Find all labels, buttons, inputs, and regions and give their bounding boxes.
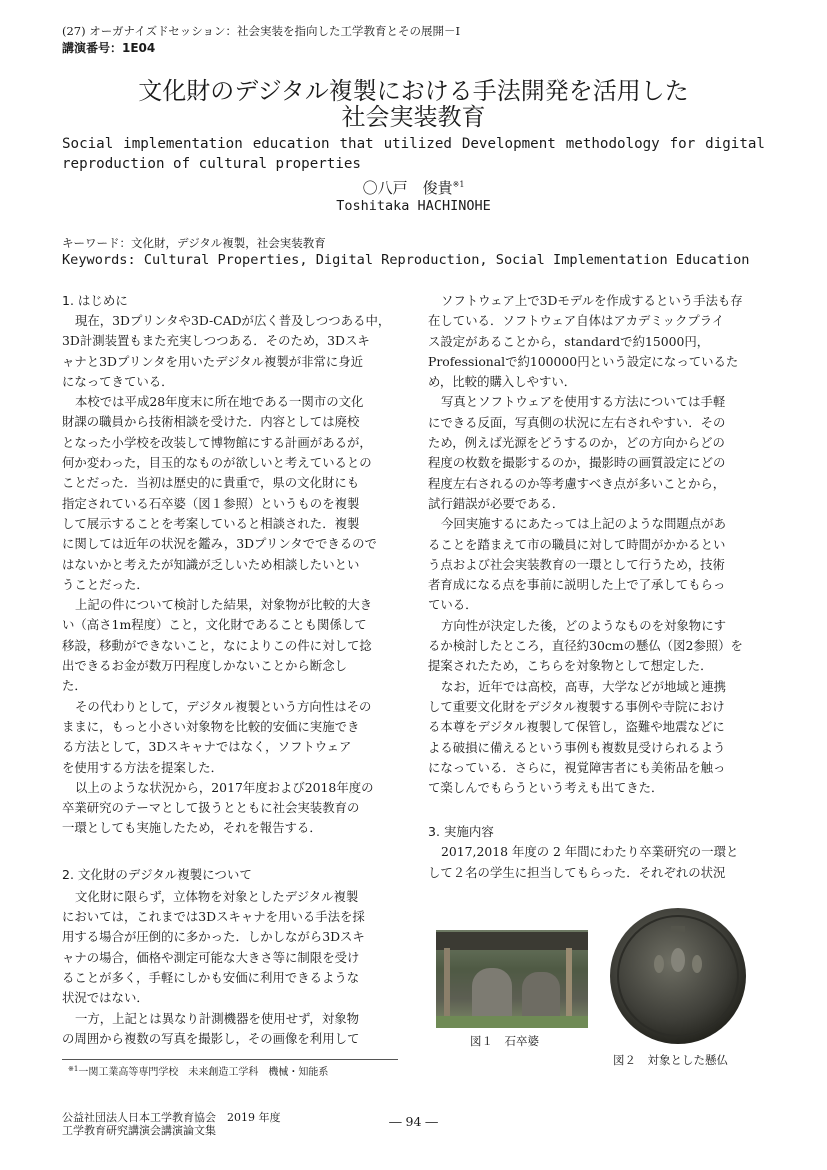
- footnote-divider: [62, 1059, 398, 1060]
- text-line: ャナの場合，価格や測定可能な大きさ等に制限を受け: [62, 949, 360, 965]
- text-line: うことだった．: [62, 576, 149, 592]
- text-line: はないかと考えたが知識が乏しいため相談したいとい: [62, 556, 360, 572]
- text-line: 上記の件について検討した結果，対象物が比較的大き: [75, 597, 373, 613]
- text-line: ため，例えば光源をどうするのか，どの方向からどの: [428, 435, 725, 451]
- text-line: を使用する方法を提案した．: [62, 759, 224, 775]
- text-line: して重要文化財をデジタル複製する事例や寺院におけ: [428, 698, 725, 714]
- title-en-word: for: [669, 136, 696, 152]
- author-name-text: 〇八戸 俊貴: [362, 179, 453, 197]
- text-line: う点および社会実装教育の一環として行うため，技術: [428, 556, 725, 572]
- text-line: 今回実施するにあたっては上記のような問題点があ: [441, 516, 726, 532]
- paragraph: [428, 514, 764, 615]
- session-header: (27) オーガナイズドセッション：社会実装を指向した工学教育とその展開－I: [62, 24, 461, 38]
- page-number: ― 94 ―: [389, 1114, 438, 1129]
- text-line: 程度左右されるのか等考慮すべき点が多いことから，: [428, 475, 726, 491]
- text-line: の周囲から複数の写真を撮影し，その画像を利用して: [62, 1030, 360, 1046]
- section-1-body: [62, 311, 398, 839]
- text-line: 指定されている石卒婆（図１参照）というものを複製: [62, 495, 360, 511]
- figure-1-caption: 図１ 石卒婆: [470, 1034, 539, 1048]
- title-jp-line2: 社会実装教育: [341, 103, 486, 131]
- text-line: に関しては近年の状況を鑑み，3Dプリンタでできるので: [62, 536, 377, 552]
- title-en-word: that: [339, 136, 374, 152]
- title-jp-line1: 文化財のデジタル複製における手法開発を活用した: [138, 77, 689, 105]
- section-3-heading: 3. 実施内容: [428, 824, 494, 840]
- text-line: 2017,2018 年度の 2 年間にわたり卒業研究の一環と: [441, 844, 739, 860]
- text-line: 何か変わった，目玉的なものが欲しいと考えているとの: [62, 455, 372, 471]
- text-line: 卒業研究のテーマとして扱うとともに社会実装教育の: [62, 800, 360, 816]
- text-line: においては，これまでは3Dスキャナを用いる手法を採: [62, 909, 365, 925]
- text-line: た．: [62, 678, 87, 694]
- text-line: 出できるお金が数万円程度しかないことから断念し: [62, 658, 347, 674]
- paragraph: [62, 887, 398, 1009]
- text-line: ソフトウェア上で3Dモデルを作成するという手法も存: [441, 293, 743, 308]
- paragraph: [428, 291, 764, 392]
- text-line: 移設，移動ができないこと，なによりこの件に対して捻: [62, 637, 372, 653]
- right-column-body: [428, 291, 764, 798]
- text-line: 写真とソフトウェアを使用する方法については手軽: [441, 394, 726, 410]
- paragraph: [62, 1009, 398, 1050]
- text-line: になってきている．: [62, 373, 174, 389]
- text-line: 現在，3Dプリンタや3D-CADが広く普及しつつある中，: [75, 313, 391, 328]
- text-line: 以上のような状況から，2017年度および2018年度の: [75, 779, 374, 795]
- title-en-word: digital: [705, 136, 765, 152]
- paragraph: [428, 392, 764, 514]
- text-line: る本尊をデジタル複製して保管し，盗難や地震などに: [428, 719, 725, 735]
- text-line: 一環としても実施したため，それを報告する．: [62, 820, 322, 836]
- section-2-heading: 2. 文化財のデジタル複製について: [62, 866, 252, 882]
- section-3-body: [428, 842, 764, 883]
- text-line: 用する場合が圧倒的に多かった．しかしながら3Dスキ: [62, 929, 365, 945]
- section-2-body: [62, 887, 398, 1049]
- figure-2-photo: [607, 906, 750, 1046]
- text-line: るか検討したところ，直径約30cmの懸仏（図2参照）を: [428, 638, 743, 654]
- text-line: ャナと3Dプリンタを用いたデジタル複製が非常に身近: [62, 353, 364, 369]
- text-line: い（高さ1m程度）こと，文化財であることも関係して: [62, 617, 367, 633]
- text-line: ることが多く，手軽にしかも安価に利用できるような: [62, 969, 360, 985]
- text-line: 文化財に限らず，立体物を対象としたデジタル複製: [75, 888, 359, 904]
- text-line: その代わりとして，デジタル複製という方向性はその: [75, 698, 372, 714]
- figure-2-caption: 図２ 対象とした懸仏: [613, 1053, 728, 1067]
- text-line: Professionalで約100000円という設定になっているた: [428, 353, 739, 369]
- text-line: 状況ではない．: [62, 990, 149, 1006]
- author-name: [62, 177, 765, 198]
- text-line: る方法として，3Dスキャナではなく，ソフトウェア: [62, 739, 352, 755]
- text-line: 本校では平成28年度末に所在地である一関市の文化: [75, 394, 364, 410]
- title-en-word: Development: [461, 136, 556, 152]
- text-line: め，比較的購入しやすい．: [428, 374, 577, 390]
- text-line: よる破損に備えるという事例も複数見受けられるよう: [428, 739, 726, 755]
- text-line: なお，近年では高校，高専，大学などが地域と連携: [441, 678, 726, 694]
- paragraph: [62, 392, 398, 595]
- author-mark: ※1: [452, 180, 465, 189]
- author-name-en: Toshitaka HACHINOHE: [336, 198, 491, 214]
- title-en-word: education: [252, 136, 330, 152]
- title-en-line1: [62, 134, 765, 154]
- text-line: ている．: [428, 597, 478, 613]
- text-line: ス設定があることから，standardで約15000円，: [428, 333, 710, 349]
- text-line: ことだった．当初は歴史的に貴重で，県の文化財にも: [62, 475, 360, 491]
- text-line: 試行錯誤が必要である．: [428, 495, 565, 511]
- text-line: 在している．ソフトウェア自体はアカデミックプライ: [428, 313, 725, 329]
- footnote-text: 一関工業高等専門学校 未来創造工学科 機械・知能系: [78, 1067, 329, 1078]
- keywords-jp: キーワード：文化財，デジタル複製，社会実装教育: [62, 236, 326, 250]
- paragraph: [62, 595, 398, 696]
- paragraph: [62, 778, 398, 839]
- text-line: 提案されたため，こちらを対象物として想定した．: [428, 658, 713, 674]
- figure-1-photo: [436, 930, 588, 1028]
- paragraph: [62, 311, 398, 392]
- title-en-word: implementation: [123, 136, 243, 152]
- text-line: 財課の職員から技術相談を受けた．内容としては廃校: [62, 414, 360, 430]
- paragraph: [428, 677, 764, 799]
- section-1-heading: 1. はじめに: [62, 293, 128, 308]
- text-line: ままに，もっと小さい対象物を比較的安価に実施でき: [62, 718, 360, 734]
- text-line: 者育成になる点を事前に説明した上で了承してもらっ: [428, 577, 726, 593]
- text-line: になっている．さらに，視覚障害者にも美術品を触っ: [428, 759, 726, 775]
- title-en-word: methodology: [565, 136, 660, 152]
- text-line: となった小学校を改装して博物館にする計画があるが，: [62, 434, 372, 450]
- footnote: [68, 1063, 328, 1078]
- title-en-word: Social: [62, 136, 114, 152]
- paragraph: [62, 697, 398, 778]
- text-line: にできる反面，写真側の状況に左右されやすい．その: [428, 414, 726, 430]
- text-line: して展示することを考案していると相談された．複製: [62, 515, 360, 531]
- paragraph: [428, 842, 764, 883]
- keywords-en: Keywords: Cultural Properties, Digital Reproduction, Social Implementation Education: [62, 252, 750, 268]
- text-line: 3D計測装置もまた充実しつつある．そのため，3Dスキ: [62, 333, 370, 349]
- title-en-line2: reproduction of cultural properties: [62, 156, 361, 172]
- text-line: て楽しんでもらうという考えも出てきた．: [428, 780, 664, 796]
- title-en-word: utilized: [383, 136, 452, 152]
- text-line: して２名の学生に担当してもらった．それぞれの状況: [428, 864, 726, 880]
- lecture-number: 講演番号：1E04: [62, 41, 156, 55]
- text-line: 一方，上記とは異なり計測機器を使用せず，対象物: [75, 1010, 359, 1026]
- paragraph: [428, 616, 764, 677]
- left-column: [62, 291, 398, 1049]
- text-line: ることを踏まえて市の職員に対して時間がかかるとい: [428, 536, 726, 552]
- text-line: 方向性が決定した後，どのようなものを対象物にす: [441, 617, 726, 633]
- right-column: [428, 291, 764, 883]
- text-line: 程度の枚数を撮影するのか，撮影時の画質設定にどの: [428, 455, 726, 471]
- footer-org-line2: 工学教育研究講演会講演論文集: [62, 1123, 216, 1137]
- footnote-mark: ※1: [68, 1065, 79, 1073]
- footer-organization: [62, 1112, 281, 1137]
- footer-org-line1: 公益社団法人日本工学教育協会 2019 年度: [62, 1111, 281, 1124]
